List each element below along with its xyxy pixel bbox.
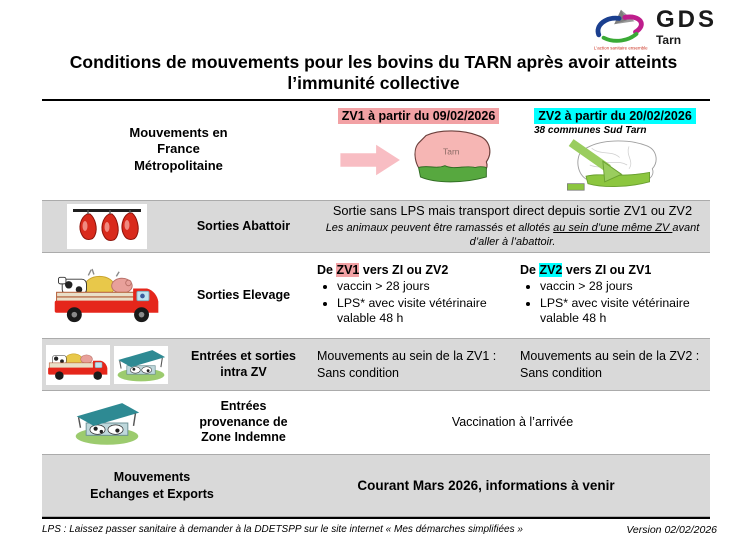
zv1-highlight: ZV1 xyxy=(336,263,360,278)
zv2-highlight: ZV2 xyxy=(539,263,563,278)
echanges-label: Mouvements Echanges et Exports xyxy=(90,470,214,501)
abattoir-line1: Sortie sans LPS mais transport direct depuis sortie ZV1 ou ZV2 xyxy=(332,203,693,219)
tarn-map-zv1-icon xyxy=(406,128,498,192)
map1-label: Tarn xyxy=(442,146,460,157)
row-intra-zv xyxy=(42,338,710,391)
intra-zv2-cell: Mouvements au sein de la ZV2 : Sans condition xyxy=(520,348,700,380)
page-title-line2: l’immunité collective xyxy=(287,73,460,93)
row-echanges-exports xyxy=(42,454,710,517)
zv2-header-cell xyxy=(520,101,710,193)
zv1-map-strip xyxy=(340,128,498,192)
footer xyxy=(42,524,717,536)
echanges-content: Courant Mars 2026, informations à venir xyxy=(357,477,615,493)
row-sorties-abattoir xyxy=(42,200,710,253)
lps-footnote: LPS : Laissez passer sanitaire à demander à la DDETSPP sur le site internet « Mes démarches simplifiées » xyxy=(42,524,523,535)
elevage-label: Sorties Elevage xyxy=(196,287,291,302)
page-title xyxy=(20,52,727,94)
zv1-date-label: ZV1 à partir du 09/02/2026 xyxy=(338,108,500,124)
barn-icon xyxy=(71,399,143,447)
version-label: Version 02/02/2026 xyxy=(626,524,717,536)
logo-subname: Tarn xyxy=(655,33,682,47)
zv2-subtitle: 38 communes Sud Tarn xyxy=(534,125,647,136)
row-sorties-elevage xyxy=(42,253,710,338)
bullet-item: • vaccin > 28 jours xyxy=(540,279,710,294)
indemne-icon-cell xyxy=(42,399,172,447)
elevage-zv1-heading: De ZV1 vers ZI ou ZV2 xyxy=(317,263,449,278)
zv1-header-cell xyxy=(315,101,520,192)
elevage-icon-cell xyxy=(42,265,172,327)
abattoir-content xyxy=(315,203,710,249)
livestock-truck-small-icon xyxy=(46,345,110,385)
abattoir-line2: Les animaux peuvent être ramassés et allotés au sein d’une même ZV avant d’aller à l’abattoir. xyxy=(325,222,700,249)
logo-tagline: L'action sanitaire ensemble xyxy=(593,45,648,51)
intra-zv1-cell: Mouvements au sein de la ZV1 : Sans condition xyxy=(317,348,497,380)
logo-text xyxy=(656,8,717,46)
livestock-truck-icon xyxy=(51,265,163,327)
intra-label: Entrées et sorties intra ZV xyxy=(191,348,296,379)
tarn-map-zv2-icon xyxy=(559,137,671,193)
barn-small-icon xyxy=(114,346,168,384)
elevage-zv1-bullets xyxy=(319,279,520,326)
zv2-date-label: ZV2 à partir du 20/02/2026 xyxy=(534,108,696,124)
gds-swoosh-icon xyxy=(592,8,650,52)
elevage-zv2-cell xyxy=(520,263,710,327)
abattoir-label: Sorties Abattoir xyxy=(196,218,291,233)
pink-arrow-icon xyxy=(340,143,402,177)
elevage-zv1-cell xyxy=(315,263,520,327)
elevage-zv2-heading: De ZV2 vers ZI ou ZV1 xyxy=(520,263,652,278)
gds-tarn-logo xyxy=(592,8,717,52)
indemne-label: Entrées provenance de Zone Indemne xyxy=(199,399,288,445)
row-label-france: Mouvements en France Métropolitaine xyxy=(129,125,228,173)
indemne-content: Vaccination à l’arrivée xyxy=(451,415,574,430)
bullet-item: • LPS* avec visite vétérinaire valable 48 h xyxy=(337,296,502,327)
conditions-table xyxy=(42,99,710,519)
row-zone-indemne xyxy=(42,391,710,454)
bullet-item: • LPS* avec visite vétérinaire valable 48 h xyxy=(540,296,705,327)
page-title-line1: Conditions de mouvements pour les bovins du TARN après avoir atteints xyxy=(69,52,678,72)
logo-name: GDS xyxy=(655,6,717,33)
abattoir-icon-cell xyxy=(42,204,172,249)
elevage-zv2-bullets xyxy=(522,279,710,326)
intra-icon-cell xyxy=(42,345,172,385)
bullet-item: • vaccin > 28 jours xyxy=(337,279,520,294)
hanging-meat-icon xyxy=(67,204,147,249)
row-france-metropolitaine xyxy=(42,101,710,200)
